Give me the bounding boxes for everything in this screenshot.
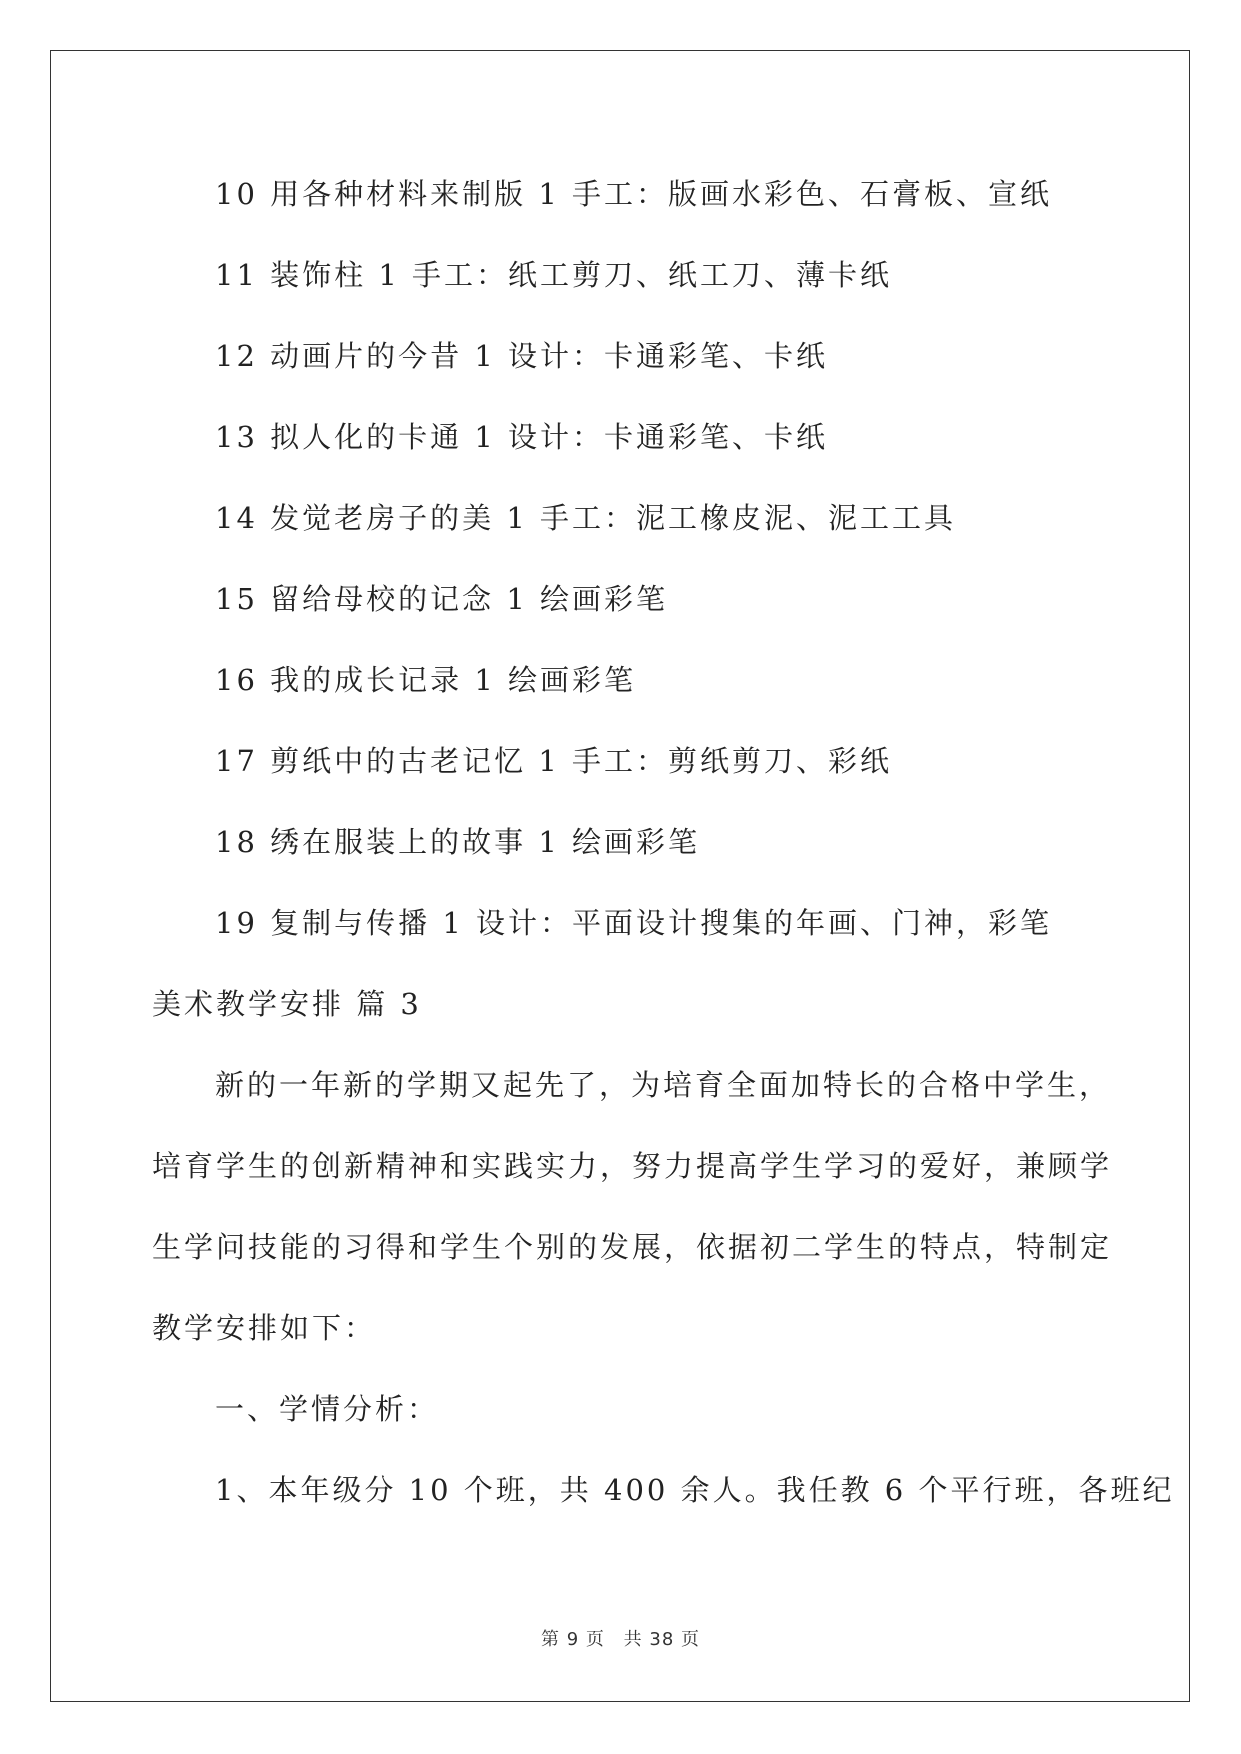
list-item: 16 我的成长记录 1 绘画彩笔 bbox=[215, 663, 637, 697]
list-item: 11 装饰柱 1 手工：纸工剪刀、纸工刀、薄卡纸 bbox=[215, 258, 893, 292]
list-item: 17 剪纸中的古老记忆 1 手工：剪纸剪刀、彩纸 bbox=[215, 744, 893, 778]
paragraph-line: 培育学生的创新精神和实践实力，努力提高学生学习的爱好，兼顾学 bbox=[152, 1149, 1113, 1183]
list-item: 15 留给母校的记念 1 绘画彩笔 bbox=[215, 582, 669, 616]
list-item: 18 绣在服装上的故事 1 绘画彩笔 bbox=[215, 825, 701, 859]
paragraph-line: 教学安排如下： bbox=[152, 1311, 377, 1345]
page-footer bbox=[0, 1625, 1241, 1651]
list-item: 13 拟人化的卡通 1 设计：卡通彩笔、卡纸 bbox=[215, 420, 829, 454]
paragraph-line: 新的一年新的学期又起先了，为培育全面加特长的合格中学生， bbox=[215, 1068, 1112, 1102]
paragraph-line: 1、本年级分 10 个班，共 400 余人。我任教 6 个平行班，各班纪 bbox=[215, 1473, 1175, 1507]
subheading: 一、学情分析： bbox=[215, 1392, 440, 1426]
page-border bbox=[50, 50, 1190, 1702]
page-number: 第 9 页 bbox=[541, 1629, 605, 1650]
section-title: 美术教学安排 篇 3 bbox=[152, 987, 422, 1021]
list-item: 14 发觉老房子的美 1 手工：泥工橡皮泥、泥工工具 bbox=[215, 501, 957, 535]
list-item: 12 动画片的今昔 1 设计：卡通彩笔、卡纸 bbox=[215, 339, 829, 373]
page-total: 共 38 页 bbox=[623, 1629, 700, 1650]
list-item: 19 复制与传播 1 设计：平面设计搜集的年画、门神，彩笔 bbox=[215, 906, 1053, 940]
list-item: 10 用各种材料来制版 1 手工：版画水彩色、石膏板、宣纸 bbox=[215, 177, 1053, 211]
paragraph-line: 生学问技能的习得和学生个别的发展，依据初二学生的特点，特制定 bbox=[152, 1230, 1113, 1264]
